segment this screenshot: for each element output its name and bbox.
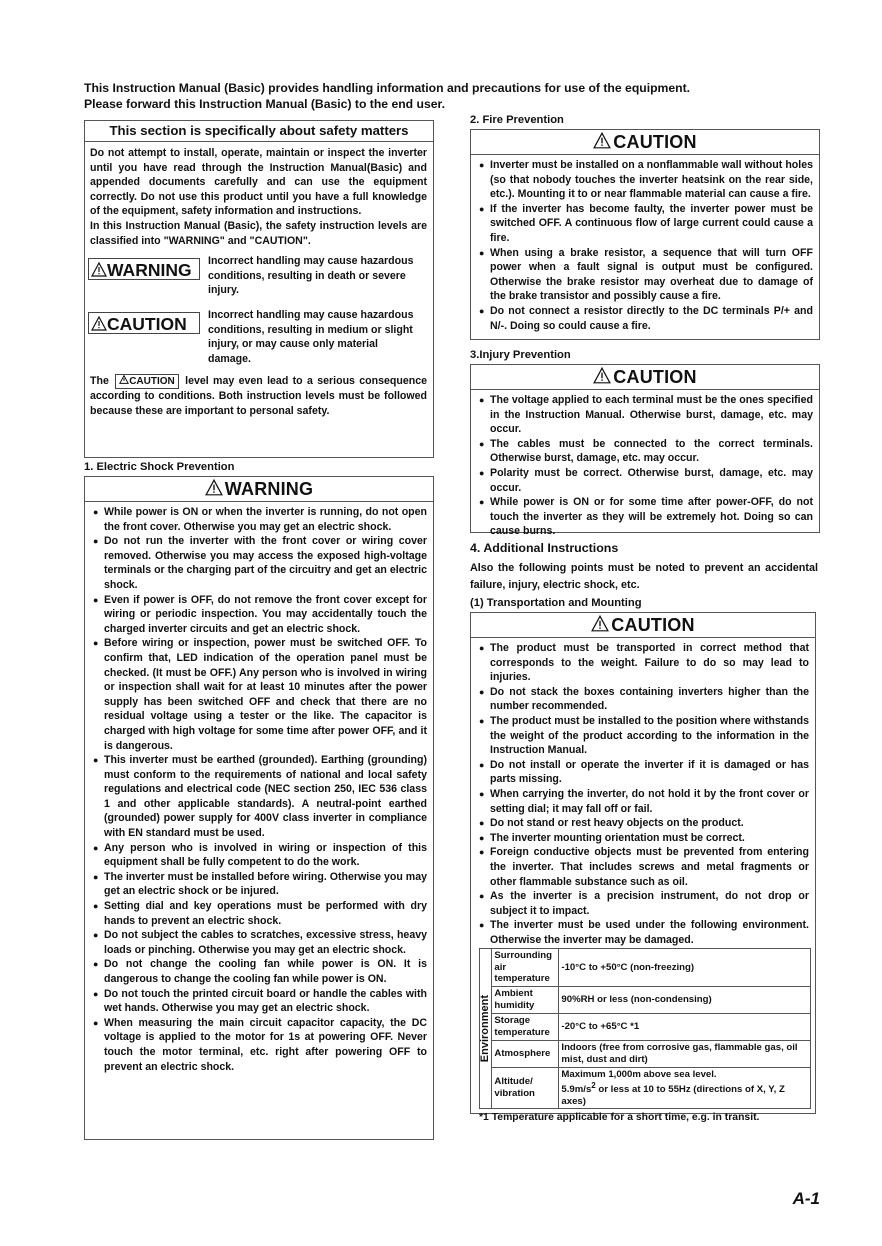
- list-item: ● Do not install or operate the inverter if it is damaged or has parts missing.: [479, 758, 809, 787]
- env-value: -20°C to +65°C *1: [559, 1013, 811, 1040]
- transport-caution-box: [470, 612, 816, 1124]
- safety-section-box: [84, 120, 434, 458]
- warning-triangle-icon: [91, 262, 107, 277]
- list-item: ● While power is ON or when the inverter is running, do not open the front cover. Otherwise you may get an electric shock.: [93, 505, 427, 534]
- fire-caution-box: [470, 129, 820, 340]
- electric-box-title: [85, 477, 433, 502]
- env-name: Altitude/ vibration: [492, 1067, 559, 1108]
- list-item: ● The product must be transported in correct method that corresponds to the weight. Failure to do so may lead to injuries.: [479, 641, 809, 685]
- list-item: ● The inverter mounting orientation must be correct.: [479, 831, 809, 846]
- warning-badge: [88, 258, 200, 280]
- env-value: -10°C to +50°C (non-freezing): [559, 949, 811, 986]
- additional-para: Also the following points must be noted to prevent an accidental failure, injury, electric shock, etc.: [470, 562, 818, 591]
- additional-heading: 4. Additional Instructions: [470, 541, 619, 555]
- safety-para-2: In this Instruction Manual (Basic), the safety instruction levels are classified into "WARNING" and "CAUTION".: [90, 219, 427, 247]
- warning-definition: [85, 254, 433, 308]
- fire-box-title-label: CAUTION: [613, 132, 697, 152]
- warning-triangle-icon: [91, 316, 107, 331]
- safety-title: This section is specifically about safety matters: [85, 121, 433, 142]
- note-badge-label: CAUTION: [129, 376, 175, 388]
- list-item: ● The product must be installed to the position where withstands the weight of the product according to the information in the Instruction Manual.: [479, 714, 809, 758]
- list-item: ● The inverter must be installed before wiring. Otherwise you may get an electric shock or be injured.: [93, 870, 427, 899]
- table-row: [480, 986, 811, 1013]
- warning-triangle-icon: [591, 615, 609, 632]
- list-item: ● If the inverter has become faulty, the inverter power must be switched OFF. A continuous flow of large current could cause a fire.: [479, 202, 813, 246]
- safety-note: [85, 374, 433, 418]
- injury-caution-box: [470, 364, 820, 538]
- warning-desc: Incorrect handling may cause hazardous conditions, resulting in death or severe injury.: [208, 255, 414, 297]
- list-item: ● When measuring the main circuit capacitor capacity, the DC voltage is applied to the motor for 1s at powering OFF. Never touch the motor terminal, etc. right after powering OFF to prevent an electric shock.: [93, 1016, 427, 1074]
- list-item: ● Setting dial and key operations must be performed with dry hands to prevent an electric shock.: [93, 899, 427, 928]
- list-item: ● Do not change the cooling fan while power is ON. It is dangerous to change the cooling fan while power is ON.: [93, 957, 427, 986]
- injury-box-title: [471, 365, 819, 390]
- env-value: Indoors (free from corrosive gas, flammable gas, oil mist, dust and dirt): [559, 1040, 811, 1067]
- vibration-unit: 5.9m/s: [561, 1084, 592, 1096]
- list-item: ● Do not stack the boxes containing inverters higher than the number recommended.: [479, 685, 809, 714]
- electric-box-title-label: WARNING: [224, 479, 314, 499]
- list-item: ● While power is ON or for some time after power-OFF, do not touch the inverter as they will be extremely hot. Doing so can cause burns.: [479, 495, 813, 539]
- list-item: ● This inverter must be earthed (grounded). Earthing (grounding) must conform to the requirements of national and local safety regulations and electrical code (NEC section 250, IEC 536 class 1 and other applicable standards). A neutral-point earthed (grounded) power supply for 400V class inverter in compliance with EN standard must be used.: [93, 753, 427, 841]
- electric-list: [85, 502, 433, 1077]
- env-label: Environment: [479, 995, 491, 1063]
- electric-warning-box: [84, 476, 434, 1140]
- transport-heading: (1) Transportation and Mounting: [470, 597, 642, 609]
- intro-text: [84, 80, 804, 112]
- list-item: ● Foreign conductive objects must be prevented from entering the inverter. That includes screws and metal fragments or other flammable substance such as oil.: [479, 845, 809, 889]
- env-value-line1: Maximum 1,000m above sea level.: [561, 1068, 717, 1080]
- list-item: ● Any person who is involved in wiring or inspection of this equipment shall be fully competent to do the work.: [93, 841, 427, 870]
- injury-list: [471, 390, 819, 542]
- fire-heading: 2. Fire Prevention: [470, 114, 564, 126]
- list-item: ● Do not connect a resistor directly to the DC terminals P/+ and N/-. Doing so could cause a fire.: [479, 304, 813, 333]
- list-item: ● Even if power is OFF, do not remove the front cover except for wiring or periodic inspection. You may accidentally touch the charged inverter circuits and get an electric shock.: [93, 593, 427, 637]
- caution-desc: Incorrect handling may cause hazardous conditions, resulting in medium or slight injury, or may cause only material damage.: [208, 309, 414, 365]
- fire-box-title: [471, 130, 819, 155]
- list-item: ● Do not subject the cables to scratches, excessive stress, heavy loads or pinching. Otherwise you may get an electric shock.: [93, 928, 427, 957]
- caution-definition: [85, 308, 433, 374]
- intro-line-1: This Instruction Manual (Basic) provides handling information and precautions for use of the equipment.: [84, 81, 691, 95]
- warning-triangle-icon: [593, 132, 611, 149]
- note-caution-badge: [115, 374, 179, 389]
- warning-badge-label: WARNING: [107, 260, 192, 281]
- transport-box-title-label: CAUTION: [611, 615, 695, 635]
- env-footnote: *1 Temperature applicable for a short time, e.g. in transit.: [479, 1112, 760, 1124]
- intro-line-2: Please forward this Instruction Manual (Basic) to the end user.: [84, 97, 445, 111]
- list-item: ● Inverter must be installed on a nonflammable wall without holes (so that nobody touches the inverter heatsink on the rear side, etc.). Mounting it to or near flammable material can cause a fire.: [479, 158, 813, 202]
- list-item: ● Do not stand or rest heavy objects on the product.: [479, 816, 809, 831]
- env-value-line2: [561, 1080, 808, 1107]
- injury-heading: 3.Injury Prevention: [470, 349, 571, 361]
- injury-box-title-label: CAUTION: [613, 367, 697, 387]
- electric-heading: 1. Electric Shock Prevention: [84, 461, 235, 473]
- vibration-rest: or less at 10 to 55Hz (directions of X, Y, Z axes): [561, 1084, 785, 1107]
- warning-triangle-icon: [119, 375, 129, 384]
- warning-triangle-icon: [205, 479, 223, 496]
- env-value: [559, 1067, 811, 1108]
- env-label-cell: [480, 949, 492, 1109]
- table-row: [480, 1067, 811, 1108]
- safety-para-1: Do not attempt to install, operate, maintain or inspect the inverter until you have read through the Instruction Manual(Basic) and appended documents carefully and can use the equipment correctly. Do not use this product until you have a full knowledge of the equipment, safety information and instructions.: [90, 147, 427, 218]
- env-name: Atmosphere: [492, 1040, 559, 1067]
- transport-list: [471, 638, 815, 948]
- list-item: ● As the inverter is a precision instrument, do not drop or subject it to impact.: [479, 889, 809, 918]
- list-item: ● Before wiring or inspection, power must be switched OFF. To confirm that, LED indication of the operation panel must be checked. (It must be OFF.) Any person who is involved in wiring or inspection shall wait for at least 10 minutes after the power supply has been switched OFF and check that there are no residual voltage using a tester or the like. The capacitor is charged with high voltage for some time after power OFF, and it is dangerous.: [93, 636, 427, 753]
- env-value: 90%RH or less (non-condensing): [559, 986, 811, 1013]
- list-item: ● The cables must be connected to the correct terminals. Otherwise burst, damage, etc. may occur.: [479, 437, 813, 466]
- transport-box-title: [471, 613, 815, 638]
- list-item: ● Do not run the inverter with the front cover or wiring cover removed. Otherwise you may access the exposed high-voltage terminals or the charging part of the circuitry and get an electric shock.: [93, 534, 427, 592]
- list-item: ● The voltage applied to each terminal must be the ones specified in the Instruction Manual. Otherwise burst, damage, etc. may occur.: [479, 393, 813, 437]
- page-number: A-1: [792, 1189, 820, 1208]
- caution-badge: [88, 312, 200, 334]
- env-name: Surrounding air temperature: [492, 949, 559, 986]
- table-row: [480, 949, 811, 986]
- fire-list: [471, 155, 819, 336]
- list-item: ● Polarity must be correct. Otherwise burst, damage, etc. may occur.: [479, 466, 813, 495]
- vibration-sup: 2: [591, 1081, 596, 1091]
- table-row: [480, 1040, 811, 1067]
- list-item: ● The inverter must be used under the following environment. Otherwise the inverter may be damaged.: [479, 918, 809, 947]
- list-item: ● Do not touch the printed circuit board or handle the cables with wet hands. Otherwise you may get an electric shock.: [93, 987, 427, 1016]
- caution-badge-label: CAUTION: [107, 314, 187, 335]
- warning-triangle-icon: [593, 367, 611, 384]
- environment-table: [479, 948, 811, 1109]
- note-rest: level may even lead to a serious consequence according to conditions. Both instruction levels must be followed because these are important to personal safety.: [90, 375, 427, 417]
- note-prefix: The: [90, 375, 109, 388]
- list-item: ● When carrying the inverter, do not hold it by the front cover or setting dial; it may fall off or fail.: [479, 787, 809, 816]
- table-row: [480, 1013, 811, 1040]
- list-item: ● When using a brake resistor, a sequence that will turn OFF power when a fault signal is output must be configured. Otherwise the brake resistor may overheat due to damage of the brake transistor and possibly cause a fire.: [479, 246, 813, 304]
- env-name: Storage temperature: [492, 1013, 559, 1040]
- env-name: Ambient humidity: [492, 986, 559, 1013]
